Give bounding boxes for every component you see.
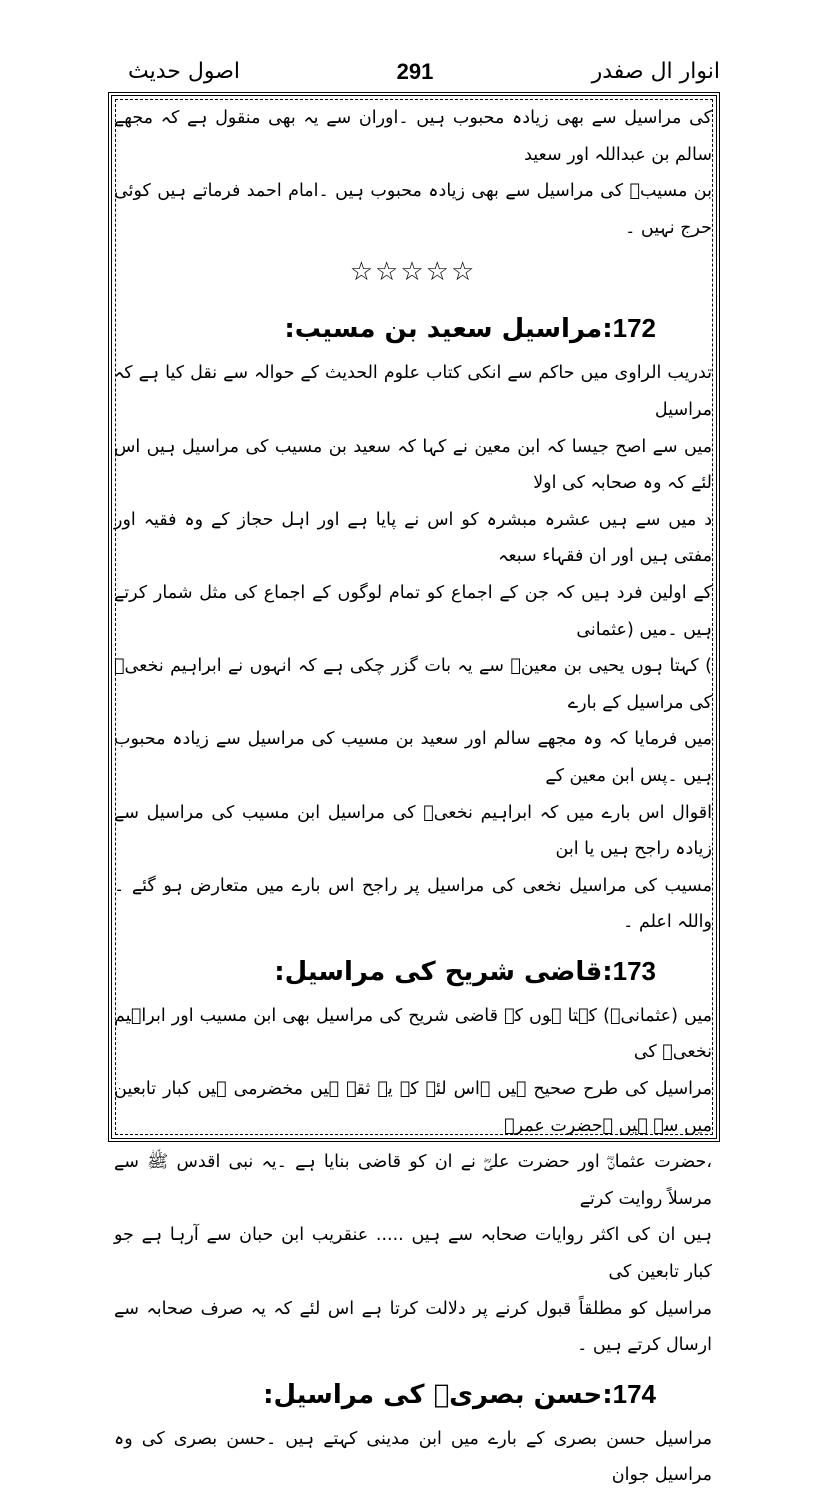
section-title: :مراسیل سعید بن مسیب: [284,314,613,345]
section-title: :حسن بصریؒ کی مراسیل: [263,1379,613,1410]
intro-line: کی مراسیل سے بھی زیادہ محبوب ہیں ۔اوران سے یہ بھی منقول ہے کہ مجھے سالم بن عبداللہ اور سعید [114,108,712,165]
body-line: مراسیل کی طرح صحیح ہیں ۔اس لئے کہ یہ ثقہ ہیں مخضرمی ہیں کبار تابعین میں سے ہیں ۔حضرت عمرؓ [114,1079,712,1136]
book-title: انوار ال صفدر [591,59,720,84]
body-line: مراسیل کو مطلقاً قبول کرنے پر دلالت کرتا ہے اس لئے کہ یہ صرف صحابہ سے ارسال کرتے ہیں ۔ [114,1298,712,1356]
section-heading-172 [114,304,712,353]
body-line: میں (عثمانیؒ) کہتا ہوں کہ قاضی شریح کی مراسیل بھی ابن مسیب اور ابراہیم نخعیؒ کی [114,1005,712,1063]
body-line: ہیں ان کی اکثر روایات صحابہ سے ہیں ..... عنقریب ابن حبان سے آرہا ہے جو کبار تابعین کی [114,1225,712,1283]
section-heading-173 [114,947,712,996]
section-heading-174 [114,1370,712,1419]
body-line: میں فرمایا کہ وہ مجھے سالم اور سعید بن مسیب کی مراسیل سے زیادہ محبوب ہیں ۔پس ابن معین کے [114,729,712,786]
body-line: اقوال اس بارے میں کہ ابراہیم نخعیؒ کی مراسیل ابن مسیب کی مراسیل سے زیادہ راجح ہیں یا ابن [114,802,712,860]
section-title: :قاضی شریح کی مراسیل: [274,956,613,987]
body-line: مراسیل حسن بصری کے بارے میں ابن مدینی کہتے ہیں ۔حسن بصری کی وہ مراسیل جوان [114,1428,712,1486]
page-number: 291 [396,59,434,84]
star-divider: ☆☆☆☆☆ [349,257,477,288]
body-line: د میں سے ہیں عشرہ مبشرہ کو اس نے پایا ہے اور اہل حجاز کے وہ فقیہ اور مفتی ہیں اور ان فقہاء سبعہ [114,509,712,567]
body-line: مسیب کی مراسیل نخعی کی مراسیل پر راجح اس بارے میں متعارض ہو گئے ۔واللہ اعلم ۔ [114,875,712,933]
page-body [114,100,712,1494]
section-number: 172 [612,313,656,344]
body-line: تدریب الراوی میں حاکم سے انکی کتاب علوم الحدیث کے حوالہ سے نقل کیا ہے کہ مراسیل [114,363,712,420]
intro-line: بن مسیبؒ کی مراسیل سے بھی زیادہ محبوب ہیں ۔امام احمد فرماتے ہیں کوئی حرج نہیں ۔ [114,181,712,238]
body-line: ،حضرت عثمانؓ اور حضرت علیؓ نے ان کو قاضی بنایا ہے ۔یہ نبی اقدس ﷺ سے مرسلاً روایت کرتے [114,1152,712,1209]
chapter-title: اصول حدیث [128,59,241,84]
section-number: 174 [612,1378,656,1409]
body-line: میں سے اصح جیسا کہ ابن معین نے کہا کہ سعید بن مسیب کی مراسیل ہیں اس لئے کہ وہ صحابہ کی اولا [114,436,712,494]
body-line: کے اولین فرد ہیں کہ جن کے اجماع کو تمام لوگوں کے اجماع کی مثل شمار کرتے ہیں ۔میں (عثمانی [114,582,712,640]
body-line: ) کہتا ہوں یحیی بن معینؒ سے یہ بات گزر چکی ہے کہ انہوں نے ابراہیم نخعیؒ کی مراسیل کے بارے [114,656,712,713]
section-number: 173 [612,955,656,986]
page-header [110,58,720,90]
